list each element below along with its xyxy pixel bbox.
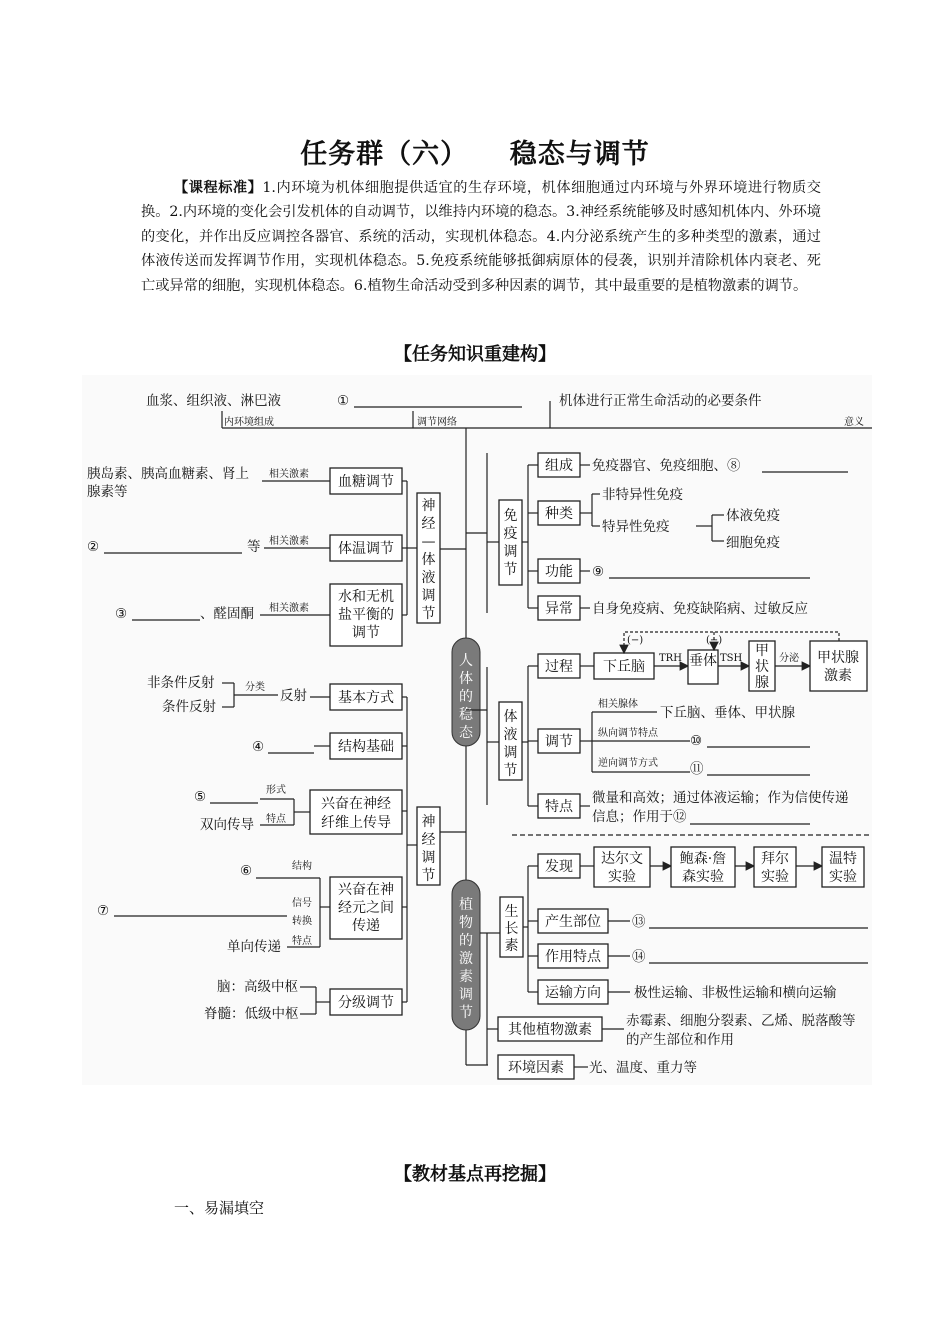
humoral-immunity: 体液免疫: [726, 508, 780, 524]
immune-type-box: 种类: [545, 506, 573, 522]
svg-text:状: 状: [755, 659, 769, 675]
darwin-exp-l1: 达尔文: [601, 851, 643, 867]
auxin-label: [505, 903, 519, 954]
blank-7: ⑦: [97, 903, 110, 919]
svg-text:体: 体: [459, 671, 473, 687]
negative-feedback-2: (−): [706, 635, 723, 646]
svg-text:甲: 甲: [755, 643, 769, 659]
svg-text:腺: 腺: [755, 675, 769, 691]
thyroid-hormone-l2: 激素: [824, 668, 852, 684]
svg-text:体: 体: [503, 709, 518, 725]
went-exp-l1: 温特: [829, 851, 857, 867]
related-hormone-3: 相关激素: [269, 603, 309, 614]
between-box-l2: 经元之间: [338, 900, 394, 916]
svg-text:—: —: [421, 534, 436, 550]
transport-direction-text: 极性运输、非极性运输和横向运输: [634, 985, 837, 1001]
paal-exp-l2: 实验: [761, 869, 789, 885]
svg-text:态: 态: [459, 725, 473, 741]
brain-text: 脑：高级中枢: [217, 979, 298, 995]
feature-label: 特点: [266, 814, 286, 825]
blank-10: ⑩: [690, 733, 703, 749]
pituitary-box: 垂体: [689, 653, 717, 669]
svg-text:神: 神: [421, 814, 436, 830]
svg-text:素: 素: [504, 938, 519, 954]
water-suffix: 、醛固酮: [200, 606, 254, 622]
humoral-feature-box: 特点: [545, 799, 573, 815]
humoral-feature-l1: 微量和高效；通过体液运输；作为信使传递: [592, 790, 849, 806]
svg-text:液: 液: [421, 570, 436, 586]
center-human-homeostasis: [459, 653, 474, 741]
negative-feedback-1: (−): [627, 635, 644, 646]
convert-label: 转换: [292, 916, 312, 927]
thyroid-box: [755, 643, 769, 691]
glucose-hormones-l1: 胰岛素、胰高血糖素、肾上: [87, 466, 249, 482]
svg-text:疫: 疫: [503, 526, 518, 542]
svg-text:节: 节: [503, 562, 518, 578]
curriculum-standard: [141, 176, 821, 298]
svg-text:长: 长: [504, 921, 519, 937]
blank-11: ⑪: [690, 761, 704, 777]
svg-text:节: 节: [421, 868, 436, 884]
immune-abnormal-text: 自身免疫病、免疫缺陷病、过敏反应: [592, 601, 808, 617]
classify-label: 分类: [245, 682, 265, 693]
blank-13: ⑬: [632, 914, 646, 930]
composition-label: 内环境组成: [224, 417, 274, 428]
immune-function-box: 功能: [545, 564, 573, 580]
thyroid-hormone-l1: 甲状腺: [817, 650, 859, 666]
hierarchical-box: 分级调节: [338, 995, 394, 1011]
darwin-exp-l2: 实验: [608, 869, 636, 885]
glucose-regulation-box: 血糖调节: [338, 474, 394, 490]
svg-text:稳: 稳: [459, 707, 473, 723]
reverse-regulation-label: 逆向调节方式: [598, 758, 658, 769]
form-label: 形式: [266, 785, 286, 796]
meaning-label: 意义: [844, 417, 864, 428]
water-box-l3: 调节: [352, 625, 380, 641]
fiber-box-l1: 兴奋在神经: [321, 796, 391, 812]
svg-text:的: 的: [459, 689, 473, 705]
water-box-l2: 盐平衡的: [338, 607, 394, 623]
environment-text: 光、温度、重力等: [589, 1060, 697, 1076]
network-label: 调节网络: [417, 417, 457, 428]
svg-text:物: 物: [459, 915, 473, 931]
svg-text:节: 节: [503, 763, 518, 779]
immune-composition-text: 免疫器官、免疫细胞、⑧: [592, 458, 741, 474]
meaning-text: 机体进行正常生命活动的必要条件: [559, 393, 762, 409]
secrete-label: 分泌: [779, 653, 799, 664]
other-hormones-l2: 的产生部位和作用: [626, 1032, 734, 1048]
between-box-l3: 传递: [352, 918, 380, 934]
svg-text:调: 调: [421, 850, 436, 866]
unconditioned-reflex: 非条件反射: [147, 675, 215, 691]
immune-abnormal-box: 异常: [545, 601, 573, 617]
basic-mode-box: 基本方式: [338, 690, 394, 706]
svg-text:生: 生: [504, 904, 519, 920]
svg-text:神: 神: [421, 498, 436, 514]
environment-box: 环境因素: [508, 1060, 564, 1076]
related-glands-text: 下丘脑、垂体、甲状腺: [660, 705, 795, 721]
discovery-box: 发现: [545, 859, 573, 875]
section-heading-textbook: 【教材基点再挖掘】: [394, 1164, 556, 1185]
cellular-immunity: 细胞免疫: [726, 535, 780, 551]
blank-14: ⑭: [632, 949, 646, 965]
temperature-regulation-box: 体温调节: [338, 541, 394, 557]
signal-label: 信号: [292, 898, 312, 909]
svg-text:调: 调: [503, 544, 518, 560]
bidirectional-text: 双向传导: [200, 817, 254, 833]
humoral-process-box: 过程: [545, 659, 573, 675]
unidirectional-text: 单向传递: [227, 939, 281, 955]
structural-basis-box: 结构基础: [338, 739, 394, 755]
between-box-l1: 兴奋在神: [338, 882, 394, 898]
nonspecific-immunity: 非特异性免疫: [602, 487, 683, 503]
composition-text: 血浆、组织液、淋巴液: [146, 393, 281, 409]
neuro-humoral-label: [422, 497, 436, 622]
paal-exp-l1: 拜尔: [761, 851, 789, 867]
svg-text:调: 调: [459, 987, 473, 1003]
svg-text:节: 节: [459, 1005, 473, 1021]
spinal-text: 脊髓：低级中枢: [204, 1006, 299, 1022]
svg-text:经: 经: [421, 832, 436, 848]
subhead-fill-blanks: 一、易漏填空: [174, 1199, 265, 1217]
specific-immunity: 特异性免疫: [602, 519, 670, 535]
structure-label: 结构: [292, 861, 312, 872]
tsh-label: TSH: [720, 653, 743, 664]
other-hormones-l1: 赤霉素、细胞分裂素、乙烯、脱落酸等: [626, 1013, 856, 1029]
svg-text:调: 调: [421, 588, 436, 604]
blank-9: ⑨: [592, 564, 605, 580]
action-feature-box: 作用特点: [545, 949, 601, 965]
transport-direction-box: 运输方向: [545, 985, 601, 1001]
standard-text: 1.内环境为机体细胞提供适宜的生存环境，机体细胞通过内环境与外界环境进行物质交换。2.内环境的变化会引发机体的自动调节，以维持内环境的稳态。3.神经系统能够及时感知机体内、外环境的变化，并作出反应调控各器官、系统的活动，实现机体稳态。4.内分泌系统产生的多种类型的激素，通过体液传送而发挥调节作用，实现机体稳态。5.免疫系统能够抵御病原体的侵袭，识别并清除机体内衰老、死亡或异常的细胞，实现机体稳态。6.植物生命活动受到多种因素的调节，其中最重要的是植物激素的调节。: [141, 180, 821, 294]
blank-3: ③: [115, 606, 128, 622]
trh-label: TRH: [659, 653, 682, 664]
other-hormones-box: 其他植物激素: [508, 1022, 592, 1038]
boysen-exp-l2: 森实验: [682, 869, 724, 885]
center-plant-hormone: [459, 896, 473, 1021]
hypothalamus-box: 下丘脑: [603, 659, 645, 675]
svg-text:调: 调: [503, 745, 518, 761]
blank-6: ⑥: [240, 863, 253, 879]
svg-text:激: 激: [459, 951, 473, 967]
svg-text:的: 的: [459, 933, 473, 949]
standard-label: 【课程标准】: [174, 180, 263, 196]
svg-text:素: 素: [459, 969, 473, 985]
blank-4: ④: [252, 739, 265, 755]
vertical-regulation-label: 纵向调节特点: [598, 728, 658, 739]
glucose-hormones-l2: 腺素等: [87, 484, 128, 500]
humoral-feature-l2: 信息；作用于⑫: [592, 809, 687, 825]
blank-2: ②: [87, 539, 100, 555]
knowledge-diagram: [82, 375, 872, 1085]
temp-suffix: 等: [247, 539, 261, 555]
feature2-label: 特点: [292, 936, 312, 947]
page-title: 任务群（六） 稳态与调节: [300, 139, 650, 170]
svg-text:节: 节: [421, 606, 436, 622]
fiber-box-l2: 纤维上传导: [321, 815, 391, 831]
humoral-regulation-box: 调节: [545, 734, 573, 750]
svg-text:液: 液: [503, 727, 518, 743]
reflex-text: 反射: [280, 688, 307, 704]
blank-1: ①: [337, 393, 350, 409]
related-hormone-1: 相关激素: [269, 469, 309, 480]
svg-text:免: 免: [503, 508, 518, 524]
production-site-box: 产生部位: [545, 914, 601, 930]
blank-5: ⑤: [194, 789, 207, 805]
conditioned-reflex: 条件反射: [162, 699, 216, 715]
svg-text:植: 植: [459, 897, 473, 913]
boysen-exp-l1: 鲍森·詹: [679, 851, 727, 867]
went-exp-l2: 实验: [829, 869, 857, 885]
immune-composition-box: 组成: [545, 458, 573, 474]
svg-text:经: 经: [421, 516, 436, 532]
related-glands-label: 相关腺体: [598, 699, 638, 710]
water-box-l1: 水和无机: [338, 589, 394, 605]
svg-text:体: 体: [421, 552, 436, 568]
related-hormone-2: 相关激素: [269, 536, 309, 547]
svg-text:人: 人: [459, 653, 473, 669]
section-heading-reconstruct: 【任务知识重建构】: [394, 344, 556, 365]
